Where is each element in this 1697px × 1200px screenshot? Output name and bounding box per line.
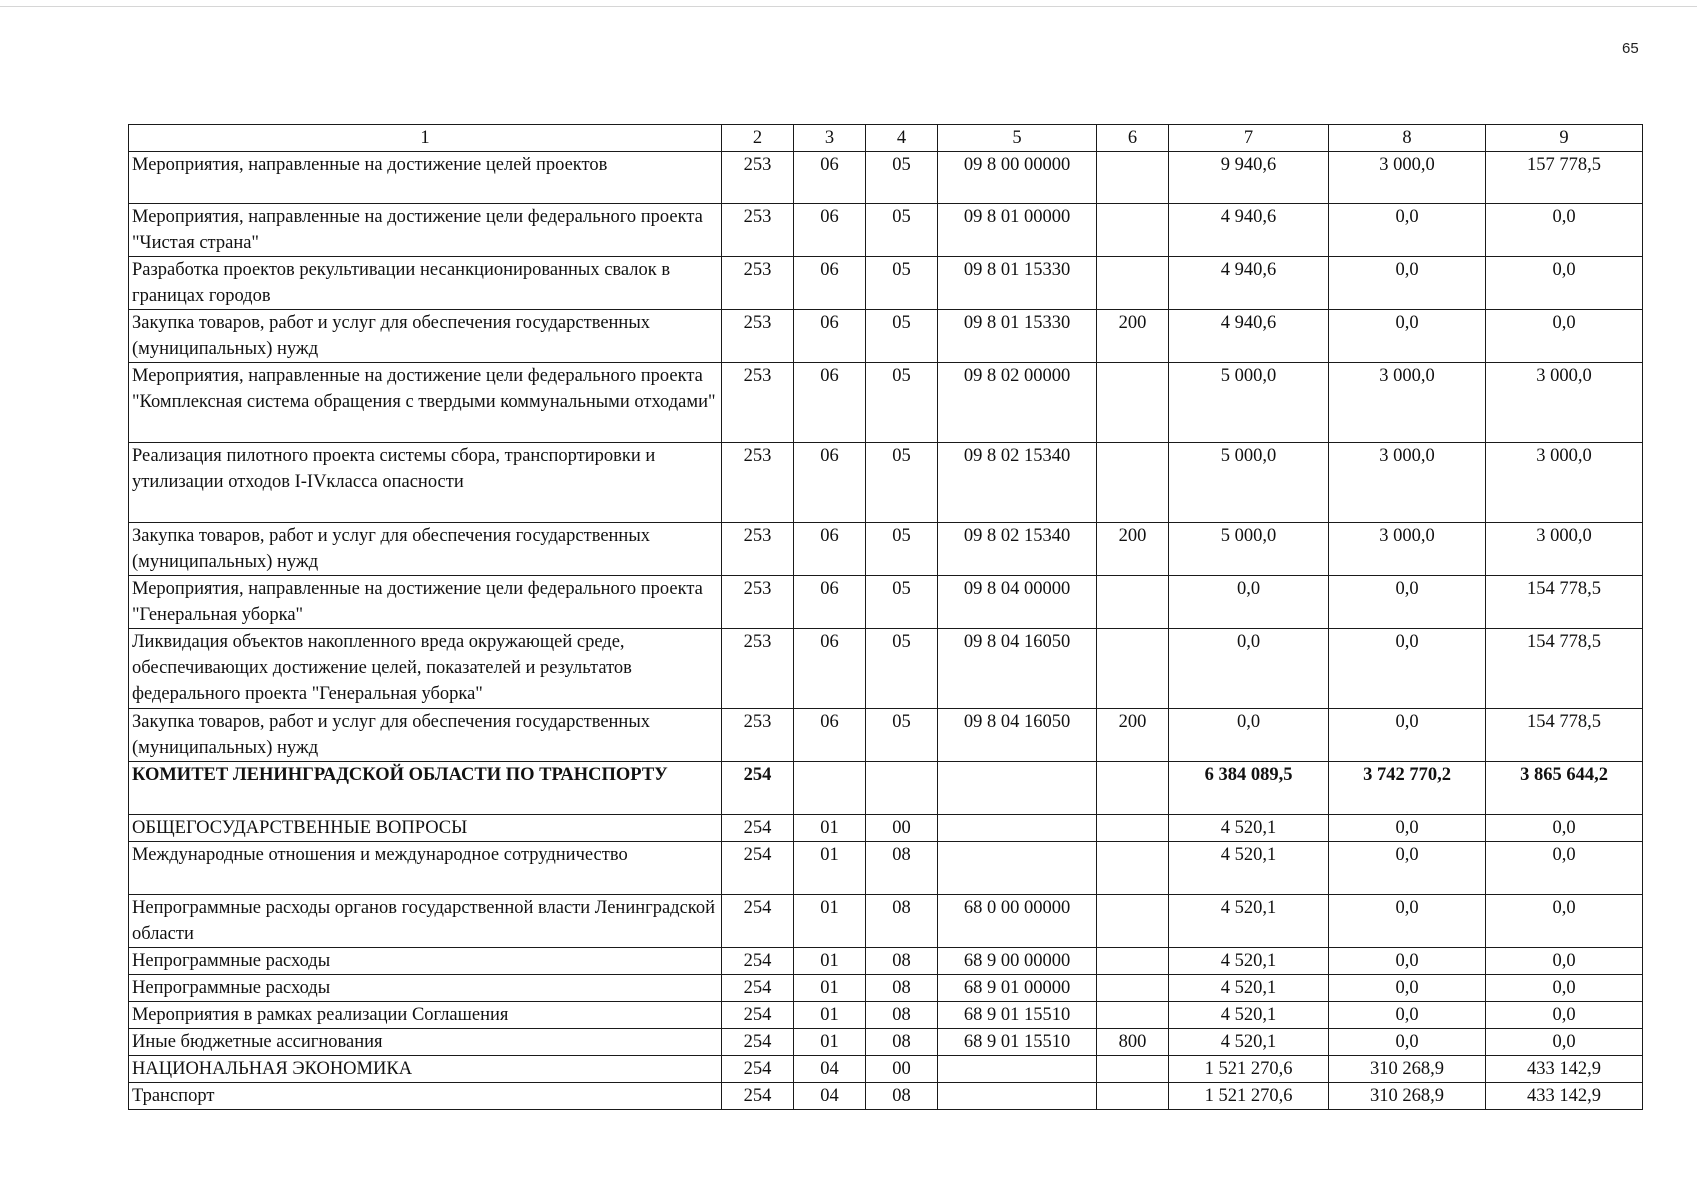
target-article: 68 9 00 00000	[938, 948, 1097, 975]
admin-code: 253	[722, 629, 794, 709]
amount-col-7: 4 940,6	[1169, 310, 1329, 363]
section-code: 01	[794, 1029, 866, 1056]
row-name: Ликвидация объектов накопленного вреда окружающей среде, обеспечивающих достижение целей, показателей и результатов федерального проекта "Генеральная уборка"	[129, 629, 722, 709]
target-article	[938, 762, 1097, 815]
section-code: 06	[794, 443, 866, 523]
row-name: Закупка товаров, работ и услуг для обеспечения государственных (муниципальных) нужд	[129, 310, 722, 363]
table-row	[129, 523, 1643, 576]
expense-type: 200	[1097, 310, 1169, 363]
subsection-code: 05	[866, 443, 938, 523]
amount-col-8: 0,0	[1329, 948, 1486, 975]
target-article: 09 8 04 16050	[938, 629, 1097, 709]
table-row	[129, 1002, 1643, 1029]
expense-type	[1097, 204, 1169, 257]
subsection-code: 05	[866, 709, 938, 762]
subsection-code: 05	[866, 363, 938, 443]
section-code: 04	[794, 1056, 866, 1083]
row-name: Непрограммные расходы	[129, 975, 722, 1002]
amount-col-9: 0,0	[1486, 1002, 1643, 1029]
column-header: 1	[129, 125, 722, 152]
expense-type	[1097, 576, 1169, 629]
expense-type	[1097, 1002, 1169, 1029]
expense-type	[1097, 443, 1169, 523]
expense-type	[1097, 363, 1169, 443]
row-name: Мероприятия, направленные на достижение целей проектов	[129, 152, 722, 204]
expense-type	[1097, 895, 1169, 948]
column-header: 7	[1169, 125, 1329, 152]
amount-col-8: 0,0	[1329, 842, 1486, 895]
scan-edge-line	[0, 6, 1697, 7]
expense-type	[1097, 948, 1169, 975]
amount-col-8: 0,0	[1329, 204, 1486, 257]
admin-code: 254	[722, 1029, 794, 1056]
expense-type	[1097, 152, 1169, 204]
section-code: 01	[794, 1002, 866, 1029]
admin-code: 254	[722, 948, 794, 975]
expense-type: 800	[1097, 1029, 1169, 1056]
admin-code: 253	[722, 709, 794, 762]
section-code: 06	[794, 204, 866, 257]
amount-col-9: 0,0	[1486, 842, 1643, 895]
section-code: 06	[794, 363, 866, 443]
column-header: 8	[1329, 125, 1486, 152]
section-code: 06	[794, 152, 866, 204]
amount-col-7: 1 521 270,6	[1169, 1056, 1329, 1083]
amount-col-8: 3 000,0	[1329, 443, 1486, 523]
admin-code: 253	[722, 576, 794, 629]
amount-col-8: 0,0	[1329, 629, 1486, 709]
table-row	[129, 204, 1643, 257]
table-row	[129, 762, 1643, 815]
subsection-code	[866, 762, 938, 815]
row-name: Реализация пилотного проекта системы сбора, транспортировки и утилизации отходов I-IVкласса опасности	[129, 443, 722, 523]
table-row	[129, 842, 1643, 895]
row-name: Мероприятия, направленные на достижение цели федерального проекта "Генеральная уборка"	[129, 576, 722, 629]
table-row	[129, 815, 1643, 842]
amount-col-7: 4 520,1	[1169, 895, 1329, 948]
amount-col-9: 0,0	[1486, 815, 1643, 842]
amount-col-7: 5 000,0	[1169, 363, 1329, 443]
section-code: 01	[794, 815, 866, 842]
section-code: 01	[794, 895, 866, 948]
row-name: Закупка товаров, работ и услуг для обеспечения государственных (муниципальных) нужд	[129, 523, 722, 576]
column-header: 5	[938, 125, 1097, 152]
expense-type	[1097, 257, 1169, 310]
table-row	[129, 363, 1643, 443]
section-code: 06	[794, 310, 866, 363]
amount-col-7: 4 520,1	[1169, 975, 1329, 1002]
expense-type	[1097, 1083, 1169, 1110]
admin-code: 253	[722, 363, 794, 443]
amount-col-8: 3 000,0	[1329, 363, 1486, 443]
admin-code: 253	[722, 257, 794, 310]
target-article: 09 8 04 16050	[938, 709, 1097, 762]
page-number: 65	[1622, 40, 1639, 57]
admin-code: 254	[722, 842, 794, 895]
amount-col-7: 4 520,1	[1169, 842, 1329, 895]
section-code: 01	[794, 842, 866, 895]
subsection-code: 08	[866, 842, 938, 895]
budget-table	[128, 124, 1643, 1110]
amount-col-9: 0,0	[1486, 975, 1643, 1002]
expense-type	[1097, 975, 1169, 1002]
amount-col-8: 0,0	[1329, 576, 1486, 629]
amount-col-9: 154 778,5	[1486, 576, 1643, 629]
amount-col-9: 154 778,5	[1486, 709, 1643, 762]
amount-col-8: 0,0	[1329, 815, 1486, 842]
amount-col-7: 5 000,0	[1169, 443, 1329, 523]
amount-col-7: 0,0	[1169, 629, 1329, 709]
amount-col-7: 4 520,1	[1169, 1002, 1329, 1029]
expense-type	[1097, 629, 1169, 709]
table-row	[129, 443, 1643, 523]
column-header: 9	[1486, 125, 1643, 152]
table-header-row	[129, 125, 1643, 152]
table-row	[129, 1056, 1643, 1083]
amount-col-9: 3 000,0	[1486, 443, 1643, 523]
amount-col-7: 0,0	[1169, 576, 1329, 629]
admin-code: 253	[722, 443, 794, 523]
column-header: 2	[722, 125, 794, 152]
row-name: Непрограммные расходы	[129, 948, 722, 975]
target-article: 09 8 01 00000	[938, 204, 1097, 257]
target-article: 68 0 00 00000	[938, 895, 1097, 948]
admin-code: 254	[722, 815, 794, 842]
amount-col-9: 3 000,0	[1486, 363, 1643, 443]
target-article	[938, 1056, 1097, 1083]
row-name: Мероприятия, направленные на достижение цели федерального проекта "Чистая страна"	[129, 204, 722, 257]
target-article: 68 9 01 00000	[938, 975, 1097, 1002]
expense-type	[1097, 842, 1169, 895]
subsection-code: 00	[866, 815, 938, 842]
amount-col-9: 433 142,9	[1486, 1083, 1643, 1110]
amount-col-9: 0,0	[1486, 948, 1643, 975]
admin-code: 254	[722, 1083, 794, 1110]
section-code: 06	[794, 523, 866, 576]
table-row	[129, 1029, 1643, 1056]
admin-code: 254	[722, 1056, 794, 1083]
row-name: Мероприятия в рамках реализации Соглашения	[129, 1002, 722, 1029]
admin-code: 254	[722, 895, 794, 948]
amount-col-8: 3 000,0	[1329, 152, 1486, 204]
target-article: 09 8 01 15330	[938, 310, 1097, 363]
amount-col-8: 310 268,9	[1329, 1056, 1486, 1083]
amount-col-9: 0,0	[1486, 895, 1643, 948]
amount-col-9: 154 778,5	[1486, 629, 1643, 709]
amount-col-7: 5 000,0	[1169, 523, 1329, 576]
subsection-code: 08	[866, 1002, 938, 1029]
subsection-code: 00	[866, 1056, 938, 1083]
amount-col-8: 0,0	[1329, 1002, 1486, 1029]
amount-col-9: 157 778,5	[1486, 152, 1643, 204]
expense-type: 200	[1097, 523, 1169, 576]
amount-col-8: 0,0	[1329, 1029, 1486, 1056]
row-name: Непрограммные расходы органов государственной власти Ленинградской области	[129, 895, 722, 948]
amount-col-7: 9 940,6	[1169, 152, 1329, 204]
amount-col-8: 3 742 770,2	[1329, 762, 1486, 815]
target-article: 68 9 01 15510	[938, 1002, 1097, 1029]
admin-code: 253	[722, 523, 794, 576]
amount-col-9: 3 865 644,2	[1486, 762, 1643, 815]
section-code: 06	[794, 629, 866, 709]
amount-col-8: 3 000,0	[1329, 523, 1486, 576]
amount-col-7: 4 520,1	[1169, 815, 1329, 842]
table-row	[129, 152, 1643, 204]
target-article: 09 8 02 15340	[938, 443, 1097, 523]
subsection-code: 08	[866, 1083, 938, 1110]
section-code: 01	[794, 948, 866, 975]
table-row	[129, 709, 1643, 762]
amount-col-7: 1 521 270,6	[1169, 1083, 1329, 1110]
subsection-code: 05	[866, 576, 938, 629]
amount-col-8: 0,0	[1329, 895, 1486, 948]
row-name: Иные бюджетные ассигнования	[129, 1029, 722, 1056]
admin-code: 253	[722, 152, 794, 204]
target-article: 09 8 00 00000	[938, 152, 1097, 204]
amount-col-7: 4 940,6	[1169, 204, 1329, 257]
table-row	[129, 948, 1643, 975]
amount-col-8: 0,0	[1329, 975, 1486, 1002]
target-article: 68 9 01 15510	[938, 1029, 1097, 1056]
section-code	[794, 762, 866, 815]
table-row	[129, 629, 1643, 709]
target-article	[938, 815, 1097, 842]
target-article	[938, 1083, 1097, 1110]
subsection-code: 08	[866, 975, 938, 1002]
target-article: 09 8 01 15330	[938, 257, 1097, 310]
row-name: Международные отношения и международное сотрудничество	[129, 842, 722, 895]
amount-col-9: 0,0	[1486, 257, 1643, 310]
admin-code: 254	[722, 1002, 794, 1029]
table-row	[129, 975, 1643, 1002]
subsection-code: 05	[866, 310, 938, 363]
subsection-code: 05	[866, 523, 938, 576]
amount-col-7: 4 520,1	[1169, 948, 1329, 975]
table-row	[129, 895, 1643, 948]
section-code: 01	[794, 975, 866, 1002]
column-header: 6	[1097, 125, 1169, 152]
section-code: 06	[794, 709, 866, 762]
admin-code: 253	[722, 310, 794, 363]
table-row	[129, 310, 1643, 363]
target-article	[938, 842, 1097, 895]
expense-type	[1097, 1056, 1169, 1083]
subsection-code: 05	[866, 204, 938, 257]
target-article: 09 8 02 00000	[938, 363, 1097, 443]
expense-type	[1097, 815, 1169, 842]
amount-col-7: 0,0	[1169, 709, 1329, 762]
row-name: Разработка проектов рекультивации несанкционированных свалок в границах городов	[129, 257, 722, 310]
amount-col-9: 0,0	[1486, 204, 1643, 257]
subsection-code: 05	[866, 152, 938, 204]
section-code: 06	[794, 576, 866, 629]
section-code: 04	[794, 1083, 866, 1110]
column-header: 4	[866, 125, 938, 152]
section-code: 06	[794, 257, 866, 310]
amount-col-9: 433 142,9	[1486, 1056, 1643, 1083]
expense-type: 200	[1097, 709, 1169, 762]
table-row	[129, 1083, 1643, 1110]
row-name: Транспорт	[129, 1083, 722, 1110]
amount-col-7: 4 940,6	[1169, 257, 1329, 310]
target-article: 09 8 02 15340	[938, 523, 1097, 576]
row-name: Закупка товаров, работ и услуг для обеспечения государственных (муниципальных) нужд	[129, 709, 722, 762]
row-name: НАЦИОНАЛЬНАЯ ЭКОНОМИКА	[129, 1056, 722, 1083]
admin-code: 253	[722, 204, 794, 257]
amount-col-9: 0,0	[1486, 1029, 1643, 1056]
amount-col-7: 6 384 089,5	[1169, 762, 1329, 815]
target-article: 09 8 04 00000	[938, 576, 1097, 629]
table-row	[129, 576, 1643, 629]
amount-col-7: 4 520,1	[1169, 1029, 1329, 1056]
amount-col-8: 0,0	[1329, 257, 1486, 310]
subsection-code: 08	[866, 895, 938, 948]
subsection-code: 08	[866, 1029, 938, 1056]
table-body	[129, 152, 1643, 1110]
subsection-code: 05	[866, 257, 938, 310]
amount-col-9: 0,0	[1486, 310, 1643, 363]
subsection-code: 08	[866, 948, 938, 975]
amount-col-8: 0,0	[1329, 709, 1486, 762]
row-name: КОМИТЕТ ЛЕНИНГРАДСКОЙ ОБЛАСТИ ПО ТРАНСПОРТУ	[129, 762, 722, 815]
amount-col-8: 0,0	[1329, 310, 1486, 363]
amount-col-8: 310 268,9	[1329, 1083, 1486, 1110]
row-name: Мероприятия, направленные на достижение цели федерального проекта "Комплексная система обращения с твердыми коммунальными отходами"	[129, 363, 722, 443]
admin-code: 254	[722, 762, 794, 815]
expense-type	[1097, 762, 1169, 815]
subsection-code: 05	[866, 629, 938, 709]
amount-col-9: 3 000,0	[1486, 523, 1643, 576]
admin-code: 254	[722, 975, 794, 1002]
column-header: 3	[794, 125, 866, 152]
row-name: ОБЩЕГОСУДАРСТВЕННЫЕ ВОПРОСЫ	[129, 815, 722, 842]
table-row	[129, 257, 1643, 310]
